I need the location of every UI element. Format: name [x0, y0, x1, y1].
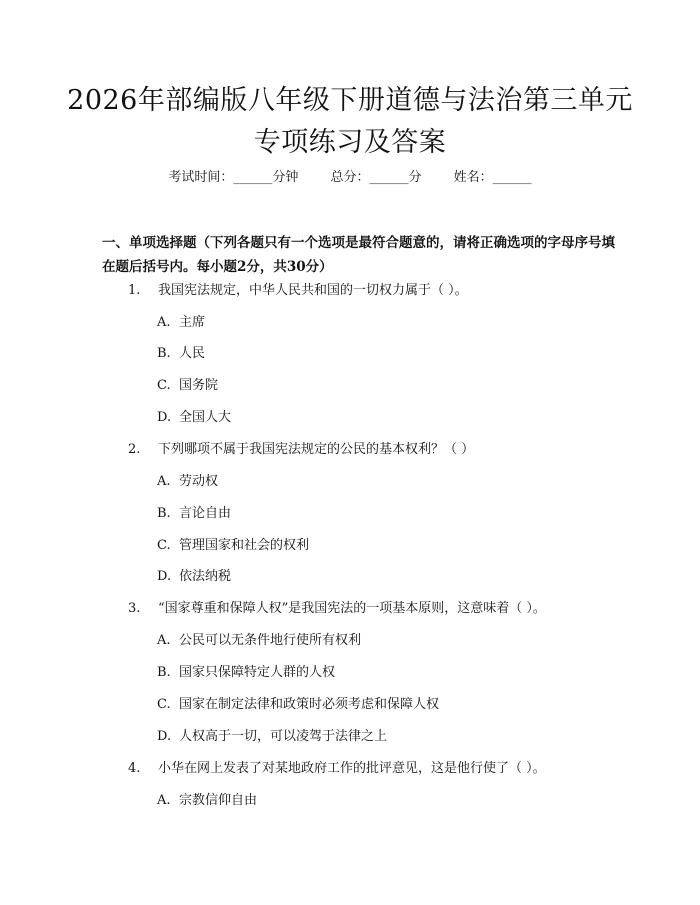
- option-text: 劳动权: [179, 474, 219, 489]
- option-letter: A.: [157, 474, 171, 489]
- question-number: 3.: [128, 601, 141, 616]
- option-letter: B.: [157, 346, 171, 361]
- option: [157, 663, 335, 683]
- question-number: 1.: [128, 283, 141, 298]
- option-text: 管理国家和社会的权利: [179, 538, 310, 553]
- option-letter: A.: [157, 793, 171, 808]
- exam-score: 总分：______分: [330, 170, 422, 185]
- option: [157, 408, 231, 428]
- option-letter: C.: [157, 697, 171, 712]
- option-text: 依法纳税: [179, 569, 232, 584]
- option: [157, 313, 205, 333]
- option-text: 全国人大: [179, 410, 232, 425]
- question: [128, 440, 474, 460]
- question-text: “国家尊重和保障人权”是我国宪法的一项基本原则，这意味着（ ）。: [158, 601, 546, 616]
- option-text: 主席: [179, 315, 206, 330]
- option: [157, 344, 205, 364]
- option: [157, 472, 218, 492]
- question-text: 下列哪项不属于我国宪法规定的公民的基本权利？（ ）: [158, 442, 475, 457]
- option-text: 国务院: [179, 378, 219, 393]
- option-letter: A.: [157, 315, 171, 330]
- question-text: 我国宪法规定，中华人民共和国的一切权力属于（ ）。: [158, 283, 468, 298]
- section-heading: 一、单项选择题（下列各题只有一个选项是最符合题意的，请将正确选项的字母序号填在题后括号内。每小题2分，共30分）: [102, 235, 615, 275]
- option-text: 宗教信仰自由: [179, 793, 258, 808]
- option-letter: D.: [157, 569, 172, 584]
- option: [157, 504, 231, 524]
- question: [128, 759, 546, 779]
- option: [157, 631, 361, 651]
- option: [157, 567, 231, 587]
- exam-meta: [0, 168, 700, 188]
- option-letter: B.: [157, 506, 171, 521]
- option-text: 公民可以无条件地行使所有权利: [179, 633, 362, 648]
- exam-time: 考试时间：______分钟: [168, 170, 299, 185]
- option: [157, 727, 387, 747]
- question: [128, 599, 546, 619]
- option: [157, 791, 257, 811]
- option-text: 人民: [179, 346, 206, 361]
- option-letter: C.: [157, 378, 171, 393]
- option-letter: D.: [157, 410, 172, 425]
- option-letter: B.: [157, 665, 171, 680]
- question-text: 小华在网上发表了对某地政府工作的批评意见，这是他行使了（ ）。: [158, 761, 546, 776]
- page-title: 2026年部编版八年级下册道德与法治第三单元专项练习及答案: [67, 85, 633, 158]
- option: [157, 376, 218, 396]
- question-number: 4.: [128, 761, 141, 776]
- option-text: 国家在制定法律和政策时必须考虑和保障人权: [179, 697, 440, 712]
- option-text: 言论自由: [179, 506, 232, 521]
- question-number: 2.: [128, 442, 141, 457]
- exam-name: 姓名：______: [453, 170, 532, 185]
- option-letter: A.: [157, 633, 171, 648]
- option-text: 国家只保障特定人群的人权: [179, 665, 336, 680]
- question: [128, 281, 468, 301]
- option-letter: C.: [157, 538, 171, 553]
- option-letter: D.: [157, 729, 172, 744]
- option: [157, 536, 309, 556]
- option-text: 人权高于一切，可以凌驾于法律之上: [179, 729, 388, 744]
- option: [157, 695, 439, 715]
